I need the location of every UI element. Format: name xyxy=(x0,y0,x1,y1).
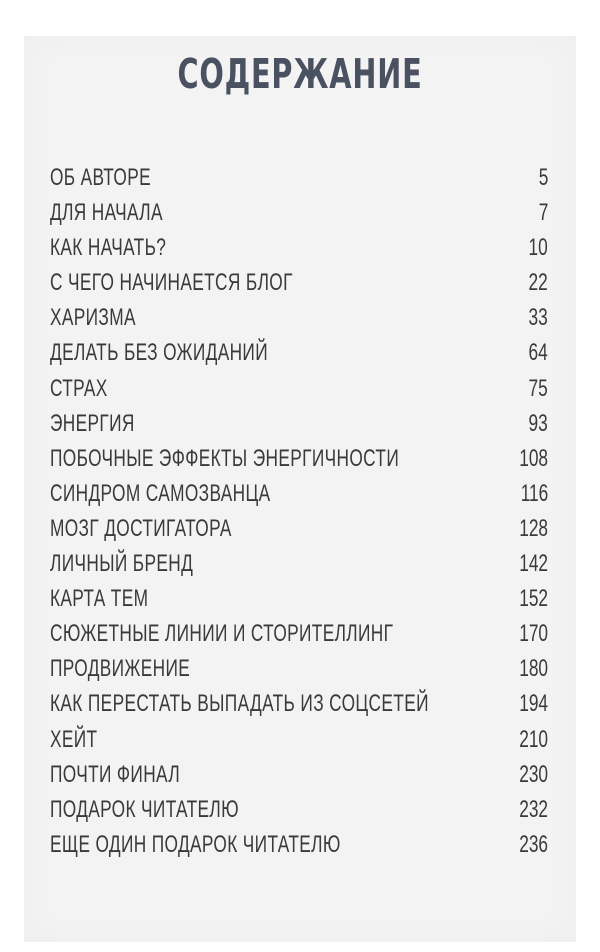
toc-entry xyxy=(50,230,550,265)
toc-entry-page: 128 xyxy=(519,514,548,542)
toc-entry xyxy=(50,371,550,406)
toc-entry-title: СИНДРОМ САМОЗВАНЦА xyxy=(50,479,271,507)
toc-entry-page: 108 xyxy=(519,444,548,472)
toc-entry-page: 64 xyxy=(528,339,548,367)
toc-entry-title: ПОБОЧНЫЕ ЭФФЕКТЫ ЭНЕРГИЧНОСТИ xyxy=(50,444,400,472)
toc-entry-title: ХАРИЗМА xyxy=(50,304,136,332)
toc-entry xyxy=(50,686,550,721)
toc-entry-title: ПОДАРОК ЧИТАТЕЛЮ xyxy=(50,795,239,823)
toc-entry xyxy=(50,265,550,300)
toc-entry-page: 194 xyxy=(519,690,548,718)
toc-entry-page: 7 xyxy=(538,199,548,227)
toc-entry xyxy=(50,300,550,335)
toc-entry-title: СТРАХ xyxy=(50,374,108,402)
toc-entry xyxy=(50,160,550,195)
toc-entry-page: 170 xyxy=(519,620,548,648)
toc-entry-title: ПОЧТИ ФИНАЛ xyxy=(50,760,181,788)
toc-entry-title: ХЕЙТ xyxy=(50,725,98,753)
toc-entry xyxy=(50,651,550,686)
toc-entry xyxy=(50,581,550,616)
toc-entry-title: СЮЖЕТНЫЕ ЛИНИИ И СТОРИТЕЛЛИНГ xyxy=(50,620,394,648)
toc-entry-page: 10 xyxy=(528,234,548,262)
toc-entry-page: 22 xyxy=(528,269,548,297)
toc-entry xyxy=(50,406,550,441)
toc-entry-title: ДЕЛАТЬ БЕЗ ОЖИДАНИЙ xyxy=(50,339,268,367)
toc-entry-page: 236 xyxy=(519,830,548,858)
toc-entry-title: КАК НАЧАТЬ? xyxy=(50,234,167,262)
toc-entry-title: ЕЩЕ ОДИН ПОДАРОК ЧИТАТЕЛЮ xyxy=(50,830,341,858)
toc-entry-page: 152 xyxy=(519,585,548,613)
toc-entry-page: 210 xyxy=(519,725,548,753)
toc-entry xyxy=(50,827,550,862)
toc-entry-title: КАРТА ТЕМ xyxy=(50,585,149,613)
toc-entry-title: ОБ АВТОРЕ xyxy=(50,164,151,191)
toc-entry-page: 230 xyxy=(519,760,548,788)
toc-entry xyxy=(50,722,550,757)
toc-entry xyxy=(50,616,550,651)
toc-entry xyxy=(50,511,550,546)
toc-entry xyxy=(50,441,550,476)
toc-entry-page: 75 xyxy=(528,374,548,402)
toc-entry-page: 142 xyxy=(519,550,548,578)
toc-entry-title: С ЧЕГО НАЧИНАЕТСЯ БЛОГ xyxy=(50,269,293,297)
toc-entry-page: 5 xyxy=(538,164,548,191)
toc-entry-page: 93 xyxy=(528,409,548,437)
toc-entry xyxy=(50,546,550,581)
toc-entry-page: 33 xyxy=(528,304,548,332)
toc-entry xyxy=(50,757,550,792)
toc-entry-title: ПРОДВИЖЕНИЕ xyxy=(50,655,191,683)
toc-entry-title: ЭНЕРГИЯ xyxy=(50,409,135,437)
toc-entry-page: 232 xyxy=(519,795,548,823)
toc-entry xyxy=(50,195,550,230)
toc-entry-title: КАК ПЕРЕСТАТЬ ВЫПАДАТЬ ИЗ СОЦСЕТЕЙ xyxy=(50,690,429,718)
toc-entry xyxy=(50,335,550,370)
toc-entry-title: ЛИЧНЫЙ БРЕНД xyxy=(50,550,194,578)
toc-entry-title: МОЗГ ДОСТИГАТОРА xyxy=(50,514,232,542)
toc-entry xyxy=(50,476,550,511)
page-title: СОДЕРЖАНИЕ xyxy=(177,50,423,98)
toc-entry xyxy=(50,792,550,827)
toc-entry-page: 116 xyxy=(520,479,548,507)
toc-entry-title: ДЛЯ НАЧАЛА xyxy=(50,199,163,227)
table-of-contents xyxy=(50,160,550,862)
toc-entry-page: 180 xyxy=(519,655,548,683)
